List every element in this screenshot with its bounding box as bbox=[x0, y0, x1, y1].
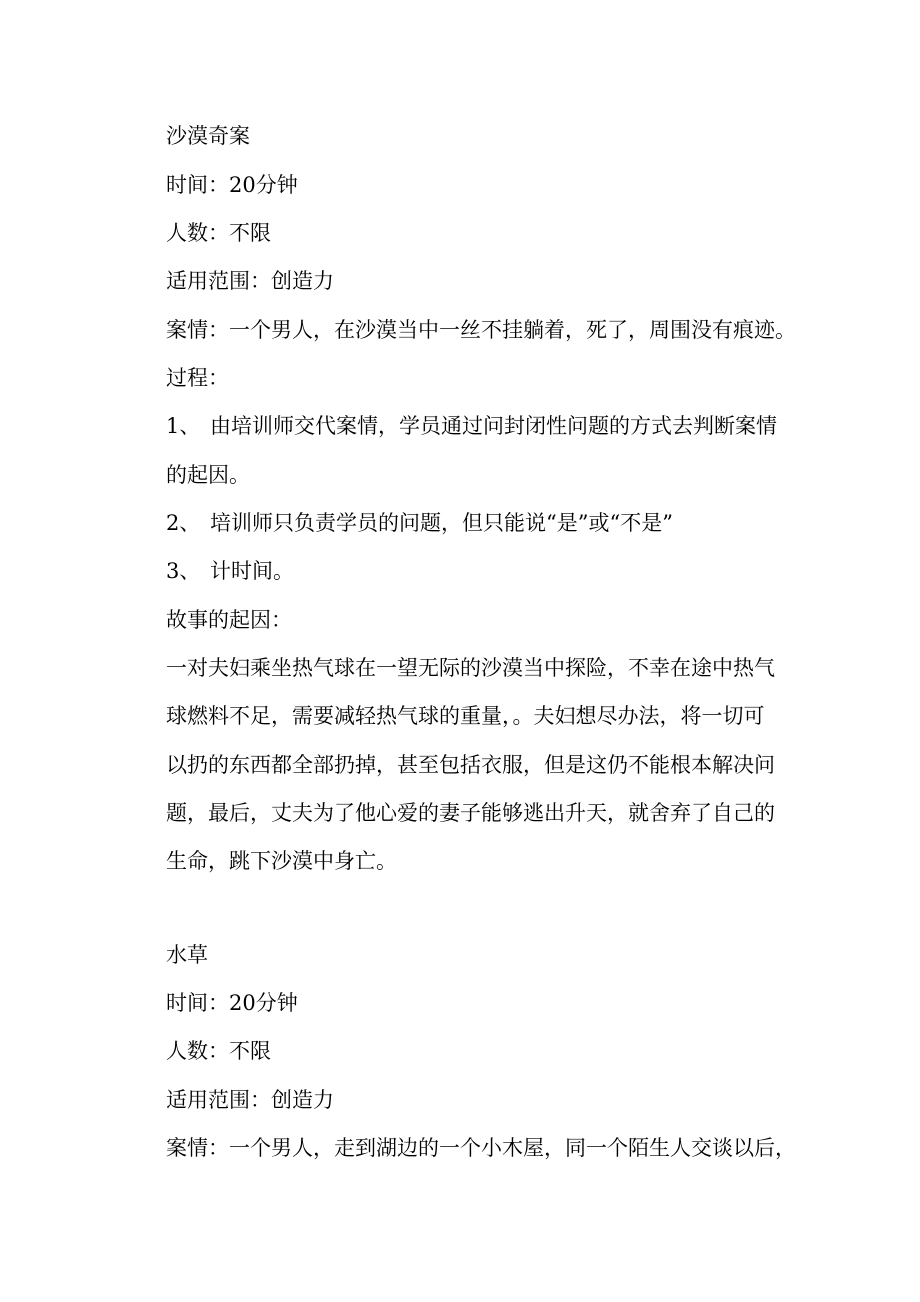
step-text: 培训师只负责学员的问题，但只能说“是”或“不是” bbox=[210, 511, 673, 535]
step-text: 计时间。 bbox=[210, 559, 294, 583]
step-1 bbox=[166, 413, 777, 439]
cause-label: 故事的起因： bbox=[166, 608, 292, 632]
step-text: 由培训师交代案情，学员通过问封闭性问题的方式去判断案情 bbox=[210, 414, 777, 438]
process-label: 过程： bbox=[166, 366, 229, 390]
section-title: 沙漠奇案 bbox=[166, 124, 250, 148]
step-2 bbox=[166, 510, 673, 536]
step-3 bbox=[166, 558, 294, 584]
time-line: 时间：20分钟 bbox=[166, 991, 298, 1015]
story-line: 以扔的东西都全部扔掉，甚至包括衣服，但是这仍不能根本解决问 bbox=[166, 753, 775, 777]
story-line: 球燃料不足，需要减轻热气球的重量，。夫妇想尽办法，将一切可 bbox=[166, 704, 765, 728]
scope-line: 适用范围：创造力 bbox=[166, 1088, 334, 1112]
story-line: 题，最后，丈夫为了他心爱的妻子能够逃出升天，就舍弃了自己的 bbox=[166, 801, 775, 825]
scope-line: 适用范围：创造力 bbox=[166, 269, 334, 293]
step-number: 2、 bbox=[166, 511, 201, 535]
step-number: 3、 bbox=[166, 559, 201, 583]
step-1-continuation: 的起因。 bbox=[166, 463, 250, 487]
step-number: 1、 bbox=[166, 414, 201, 438]
time-line: 时间：20分钟 bbox=[166, 173, 298, 197]
story-line: 生命，跳下沙漠中身亡。 bbox=[166, 849, 397, 873]
case-line: 案情：一个男人，在沙漠当中一丝不挂躺着，死了，周围没有痕迹。 bbox=[166, 318, 796, 342]
people-line: 人数：不限 bbox=[166, 1039, 271, 1063]
section-title: 水草 bbox=[166, 943, 208, 967]
people-line: 人数：不限 bbox=[166, 221, 271, 245]
case-line: 案情：一个男人，走到湖边的一个小木屋，同一个陌生人交谈以后， bbox=[166, 1136, 796, 1160]
story-line: 一对夫妇乘坐热气球在一望无际的沙漠当中探险，不幸在途中热气 bbox=[166, 656, 775, 680]
